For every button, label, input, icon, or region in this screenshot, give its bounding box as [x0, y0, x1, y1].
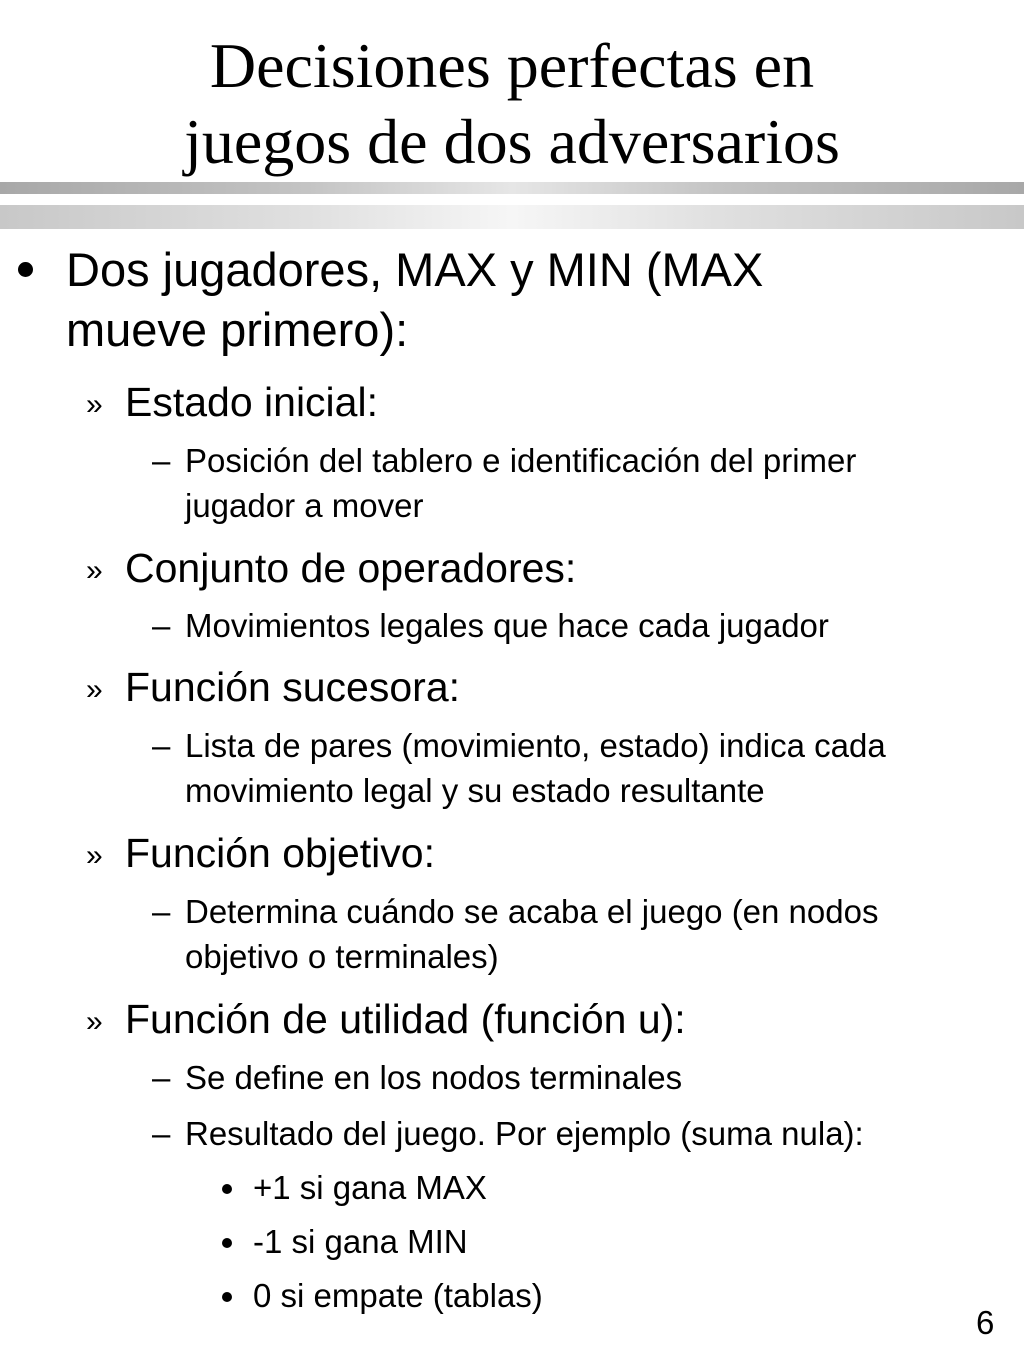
- dash-marker-icon: –: [152, 1115, 171, 1152]
- sub-item: 0 si empate (tablas): [253, 1277, 543, 1314]
- section-item-line-1: Posición del tablero e identificación del primer: [185, 442, 857, 479]
- dash-marker-icon: –: [152, 442, 171, 479]
- slide-title-line-1: Decisiones perfectas en: [209, 30, 815, 101]
- section-marker-icon: »: [86, 554, 103, 587]
- section-marker-icon: »: [86, 388, 103, 421]
- title-divider-bottom: [0, 205, 1024, 229]
- section-heading: Conjunto de operadores:: [125, 545, 577, 591]
- section-item: [185, 1111, 1005, 1156]
- slide-title: [0, 28, 1024, 180]
- sub-item: +1 si gana MAX: [253, 1169, 487, 1206]
- section-item-line-2: jugador a mover: [185, 487, 424, 524]
- main-bullet-line-2: mueve primero):: [66, 303, 409, 356]
- main-bullet: [66, 240, 986, 360]
- section-heading: Función objetivo:: [125, 830, 435, 876]
- section-marker-icon: »: [86, 839, 103, 872]
- section-item: [185, 723, 1005, 813]
- sub-bullet-dot-icon: [222, 1238, 232, 1248]
- sub-bullet-dot-icon: [222, 1184, 232, 1194]
- section-item-line-1: Movimientos legales que hace cada jugador: [185, 607, 829, 644]
- section-item: [185, 603, 1005, 648]
- slide-title-line-2: juegos de dos adversarios: [184, 106, 840, 177]
- main-bullet-dot-icon: [18, 262, 33, 277]
- section-item-line-2: movimiento legal y su estado resultante: [185, 772, 765, 809]
- section-item: [185, 889, 1005, 979]
- sub-bullet-dot-icon: [222, 1292, 232, 1302]
- dash-marker-icon: –: [152, 727, 171, 764]
- sub-item: -1 si gana MIN: [253, 1223, 468, 1260]
- section-item-line-2: objetivo o terminales): [185, 938, 499, 975]
- section-item-line-1: Lista de pares (movimiento, estado) indica cada: [185, 727, 886, 764]
- section-item: [185, 1055, 1005, 1100]
- section-heading: Función de utilidad (función u):: [125, 996, 686, 1042]
- section-item-line-1: Resultado del juego. Por ejemplo (suma nula):: [185, 1115, 864, 1152]
- page-number: 6: [976, 1304, 995, 1341]
- section-item-line-1: Determina cuándo se acaba el juego (en nodos: [185, 893, 879, 930]
- section-heading: Estado inicial:: [125, 379, 378, 425]
- dash-marker-icon: –: [152, 607, 171, 644]
- section-item-line-1: Se define en los nodos terminales: [185, 1059, 683, 1096]
- section-marker-icon: »: [86, 1005, 103, 1038]
- main-bullet-line-1: Dos jugadores, MAX y MIN (MAX: [66, 243, 764, 296]
- section-marker-icon: »: [86, 673, 103, 706]
- section-item: [185, 438, 1005, 528]
- section-heading: Función sucesora:: [125, 664, 461, 710]
- dash-marker-icon: –: [152, 893, 171, 930]
- dash-marker-icon: –: [152, 1059, 171, 1096]
- title-divider-top: [0, 182, 1024, 194]
